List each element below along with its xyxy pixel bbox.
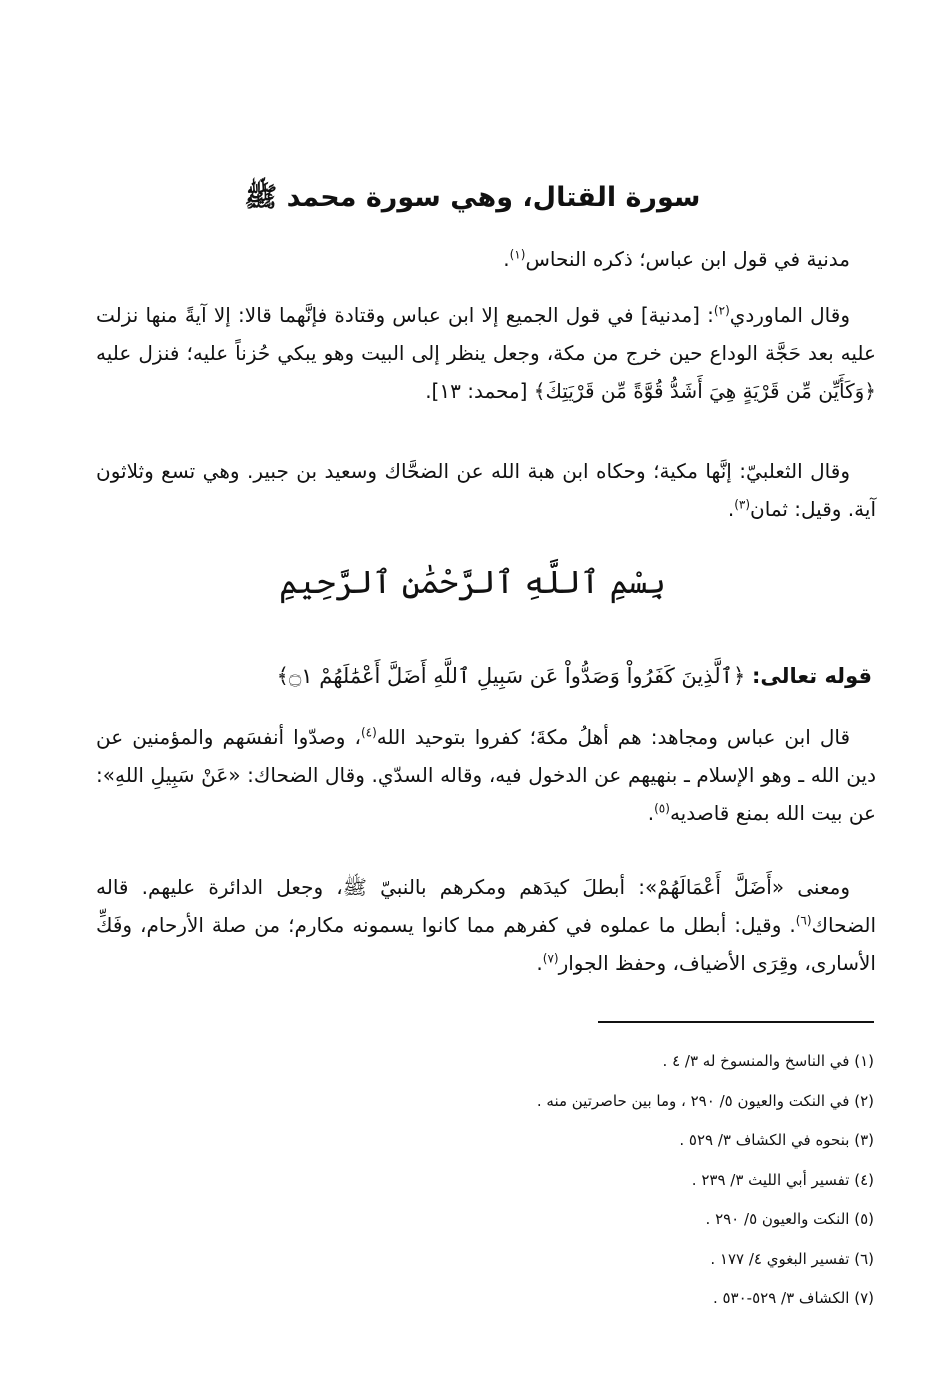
footnote-ref: (٣) [734,497,751,512]
footnote-ref: (٥) [654,801,670,816]
paragraph-end: . [647,801,655,825]
footnotes [380,1042,874,1319]
paragraph-text-cont: : [مدنية] في قول الجميع إلا ابن عباس وقتادة فإنَّهما قالا: إلا آيةً منها نزلت عليه بعد حَجَّة الوداع حين خرج من مكة، وجعل ينظر إلى البيت وهو يبكي حُزناً عليه؛ فنزل عليه ﴿وَكَأَيِّن مِّن قَرْيَةٍ هِيَ أَشَدُّ قُوَّةً مِّن قَرْيَتِكَ﴾ [محمد: ١٣]. [96,303,876,403]
basmala: بِسْمِ ٱللَّهِ ٱلرَّحْمَٰنِ ٱلرَّحِيمِ [279,563,666,601]
footnote-5: (٥) النكت والعيون ٥/ ٢٩٠ . [705,1210,874,1228]
footnote-3: (٣) بنحوه في الكشاف ٣/ ٥٢٩ . [679,1131,874,1149]
footnote-ref: (٤) [360,725,377,740]
footnote-ref: (٢) [713,303,730,318]
paragraph-mawardi [96,296,876,410]
verse-line [96,656,872,696]
paragraph-text: قال ابن عباس ومجاهد: هم أهلُ مكةَ؛ كفروا بتوحيد الله [376,725,851,749]
verse-text: ﴿ٱلَّذِينَ كَفَرُواْ وَصَدُّواْ عَن سَبِيلِ ٱللَّهِ أَضَلَّ أَعْمَٰلَهُمْ ۝١﴾ [276,664,746,688]
paragraph-ibn-abbas [96,718,876,832]
footnote-2: (٢) في النكت والعيون ٥/ ٢٩٠ ، وما بين حاصرتين منه . [536,1091,874,1110]
footnote-4: (٤) تفسير أبي الليث ٣/ ٢٣٩ . [691,1170,874,1189]
footnote-ref: (٧) [542,951,559,966]
surah-title: سورة القتال، وهي سورة محمد ﷺ [244,182,701,213]
paragraph-text: وقال الثعلبيّ: إنَّها مكية؛ وحكاه ابن هبة الله عن الضحَّاك وسعيد بن جبير. وهي تسع وثلاثون آية. وقيل: ثمان [96,459,876,521]
paragraph-text-cont: ، وصدّوا أنفسَهم والمؤمنين عن دين الله ـ وهو الإسلام ـ بنهيهم عن الدخول فيه، وقاله السدّي. وقال الضحاك: «عَنْ سَبِيلِ اللهِ»: عن بيت الله بمنع قاصديه [96,725,876,825]
paragraph-text: وقال الماوردي [729,303,850,327]
paragraph-end: . [503,247,510,271]
footnote-ref: (٦) [795,913,812,928]
paragraph-text: ومعنى «أَضَلَّ أَعْمَالَهُمْ»: أبطلَ كيدَهم ومكرهم بالنبيّ ﷺ، وجعل الدائرة عليهم. قاله الضحاك [96,875,876,937]
paragraph-text-cont: . وقيل: أبطل ما عملوه في كفرهم مما كانوا يسمونه مكارم؛ من صلة الأرحام، وفَكِّ الأسارى، وقِرَى الأضياف، وحفظ الجوار [96,913,876,975]
footnote-6: (٦) تفسير البغوي ٤/ ١٧٧ . [710,1249,874,1268]
paragraph-thalabi [96,452,876,528]
paragraph-end: . [536,951,543,975]
footnote-1: (١) في الناسخ والمنسوخ له ٣/ ٤ . [662,1052,874,1070]
footnote-divider [598,1021,874,1023]
footnote-7: (٧) الكشاف ٣/ ٥٢٩-٥٣٠ . [712,1289,874,1307]
paragraph-meaning [96,868,876,982]
paragraph-revelation-place [96,240,876,278]
verse-lead: قوله تعالى: [751,664,872,688]
paragraph-end: . [727,497,735,521]
footnote-ref: (١) [509,247,526,262]
paragraph-text: مدنية في قول ابن عباس؛ ذكره النحاس [525,247,850,271]
